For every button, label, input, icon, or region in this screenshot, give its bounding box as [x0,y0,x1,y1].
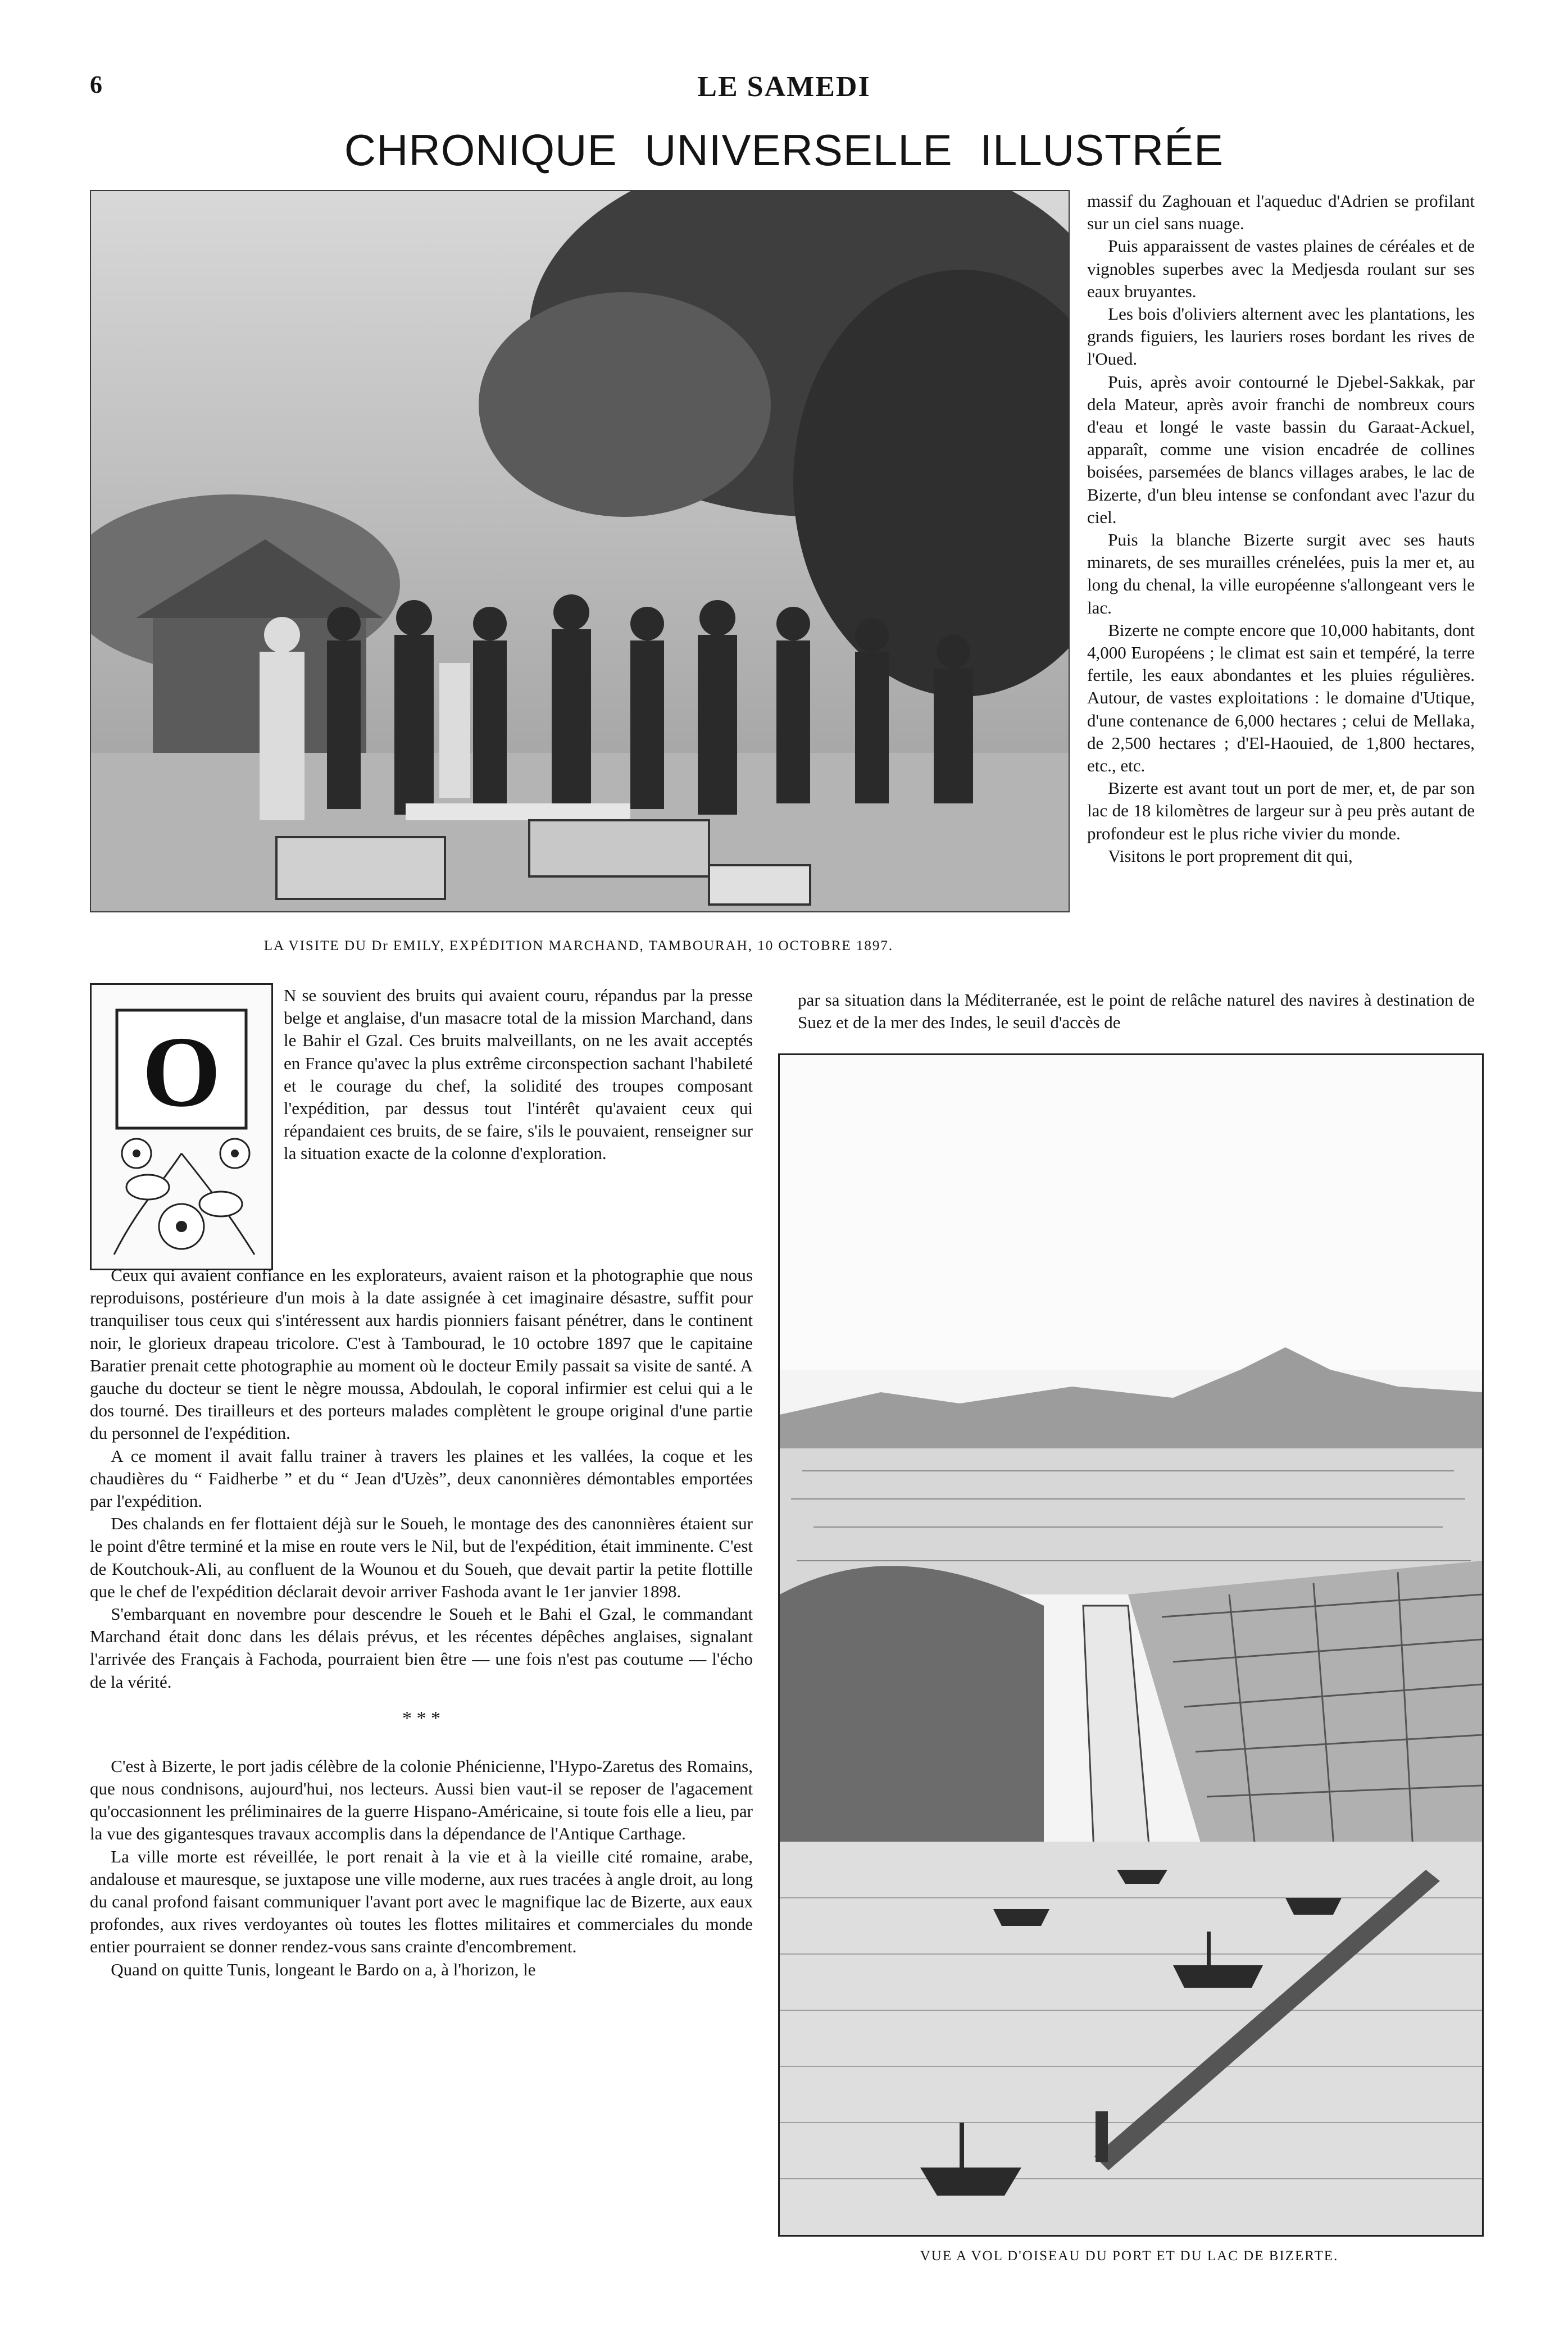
dropcap-letter: O [142,1016,221,1128]
photo-caption: LA VISITE DU Dr EMILY, EXPÉDITION MARCHAND, TAMBOURAH, 10 OCTOBRE 1897. [263,938,894,953]
article-paragraph: Quand on quitte Tunis, longeant le Bardo on a, à l'horizon, le [111,1959,536,1979]
article-paragraph: Ceux qui avaient confiance en les explorateurs, avaient raison et la photographie que nous reproduisons, postérieure d'un mois à la date assignée à cet imaginaire désastre, suffit pour tranquiliser tous ceux qui s'intéressent aux hardis pionniers faisant pénétrer, dans le continent noir, le glorieux drapeau tricolore. C'est à Tambourad, le 10 octobre 1897 que le capitaine Baratier prenait cette photographie au moment où le docteur Emily passait sa visite de santé. A gauche du docteur se tient le nègre moussa, Abdoulah, le coporal infirmier est celui qui a le dos tourné. Des tirailleurs et des porteurs malades complètent le groupe original d'une partie du personnel de l'expédition. [90,1265,753,1443]
engraving-caption: VUE A VOL D'OISEAU DU PORT ET DU LAC DE BIZERTE. [920,2248,1339,2264]
expedition-photograph [90,190,1070,912]
right-paragraph: Bizerte ne compte encore que 10,000 habitants, dont 4,000 Européens ; le climat est sain et tempéré, la terre fertile, les eaux abondantes et les pluies régulières. Autour, de vastes exploitations : le domaine d'Utique, d'une contenance de 6,000 hectares ; celui de Mellaka, de 2,500 hectares ; d'El-Haouied, de 1,800 hectares, etc., etc. [1087,620,1475,776]
section-separator: * * * [402,1707,440,1729]
ornamental-dropcap [90,983,273,1270]
right-paragraph: Les bois d'oliviers alternent avec les plantations, les grands figuiers, les lauriers roses bordant les rives de l'Oued. [1087,304,1475,369]
page-number: 6 [90,71,102,98]
masthead-subtitle: CHRONIQUE UNIVERSELLE ILLUSTRÉE [344,125,1224,175]
right-column [1087,190,1475,867]
wide-continuation-line: par sa situation dans la Méditerranée, est le point de relâche naturel des navires à destination de Suez et de la mer des Indes, le seuil d'accès de [798,990,1475,1033]
article-paragraph: La ville morte est réveillée, le port renait à la vie et à la vieille cité romaine, arabe, andalouse et mauresque, se juxtapose une ville moderne, aux rues tracées à angle droit, au long du canal profond faisant communiquer l'avant port avec le magnifique lac de Bizerte, aux eaux profondes, aux rives verdoyantes où toutes les flottes militaires et commerciales du monde entier pourraient se donner rendez-vous sans crainte d'encombrement. [90,1846,753,1957]
right-paragraph: Puis apparaissent de vastes plaines de céréales et de vignobles superbes avec la Medjesda roulant sur ses eaux bruyantes. [1087,236,1475,301]
article-paragraph: C'est à Bizerte, le port jadis célèbre de la colonie Phénicienne, l'Hypo-Zaretus des Romains, que nous condnisons, aujourd'hui, nos lecteurs. Aussi bien vaut-il se reposer de l'agacement qu'occasionnent les préliminaires de la guerre Hispano-Américaine, si toute fois elle a lieu, par la vue des gigantesques travaux accomplis dans la dépendance de l'Antique Carthage. [90,1756,753,1844]
left-column [90,1264,753,1981]
article-paragraph: Des chalands en fer flottaient déjà sur le Soueh, le montage des des canonnières étaient sur le point d'être terminé et la mise en route vers le Nil, but de l'expédition, était imminente. C'est de Koutchouk-Ali, au confluent de la Wounou et du Soueh, que devait partir la petite flottille que le chef de l'expédition déclarait devoir arriver Fashoda avant le 1er janvier 1898. [90,1514,753,1601]
dropcap-paragraph [284,984,753,1165]
right-paragraph: Bizerte est avant tout un port de mer, et, de par son lac de 18 kilomètres de largeur sur à peu près autant de profondeur est le plus riche vivier du monde. [1087,778,1475,843]
masthead-title: LE SAMEDI [697,71,871,103]
article-paragraph: N se souvient des bruits qui avaient couru, répandus par la presse belge et anglaise, d'un masacre total de la mission Marchand, dans le Bahir el Gzal. Ces bruits malveillants, on ne les avait acceptés en France qu'avec la plus extrême circonspection sachant l'habileté et le courage du chef, la solidité des troupes composant l'expédition, par dessus tout l'intérêt qu'avaient ceux qui répandaient ces bruits, de se faire, s'ils le pouvaient, renseigner sur la situation exacte de la colonne d'exploration. [284,985,753,1164]
right-paragraph: Puis la blanche Bizerte surgit avec ses hauts minarets, de ses murailles crénelées, puis la mer et, au long du chenal, la ville européenne s'allongeant vers le lac. [1087,530,1475,617]
engraving-illustration [780,1055,1482,2235]
flower-ornament-icon [92,985,271,1269]
right-paragraph: massif du Zaghouan et l'aqueduc d'Adrien se profilant sur un ciel sans nuage. [1087,191,1475,234]
right-paragraph: Visitons le port proprement dit qui, [1108,846,1353,866]
bizerte-engraving [778,1053,1484,2237]
article-paragraph: A ce moment il avait fallu trainer à travers les plaines et les vallées, la coque et les chaudières du “ Faidherbe ” et du “ Jean d'Uzès”, deux canonnières démontables emportées par l'expédition. [90,1446,753,1511]
photograph-illustration [91,191,1069,911]
article-paragraph: S'embarquant en novembre pour descendre le Soueh et le Bahi el Gzal, le commandant Marchand était donc dans les délais prévus, et les récentes dépêches anglaises, signalant l'arrivée des Français à Fachoda, pourraient bien être — une fois n'est pas coutume — l'écho de la vérité. [90,1604,753,1692]
right-paragraph: Puis, après avoir contourné le Djebel-Sakkak, par dela Mateur, après avoir franchi de nombreux cours d'eau et longé le vaste bassin du Garaat-Ackuel, apparaît, comme une vision encadrée de collines boisées, parsemées de blancs villages arabes, le lac de Bizerte, d'un bleu intense se confondant avec l'azur du ciel. [1087,371,1475,527]
